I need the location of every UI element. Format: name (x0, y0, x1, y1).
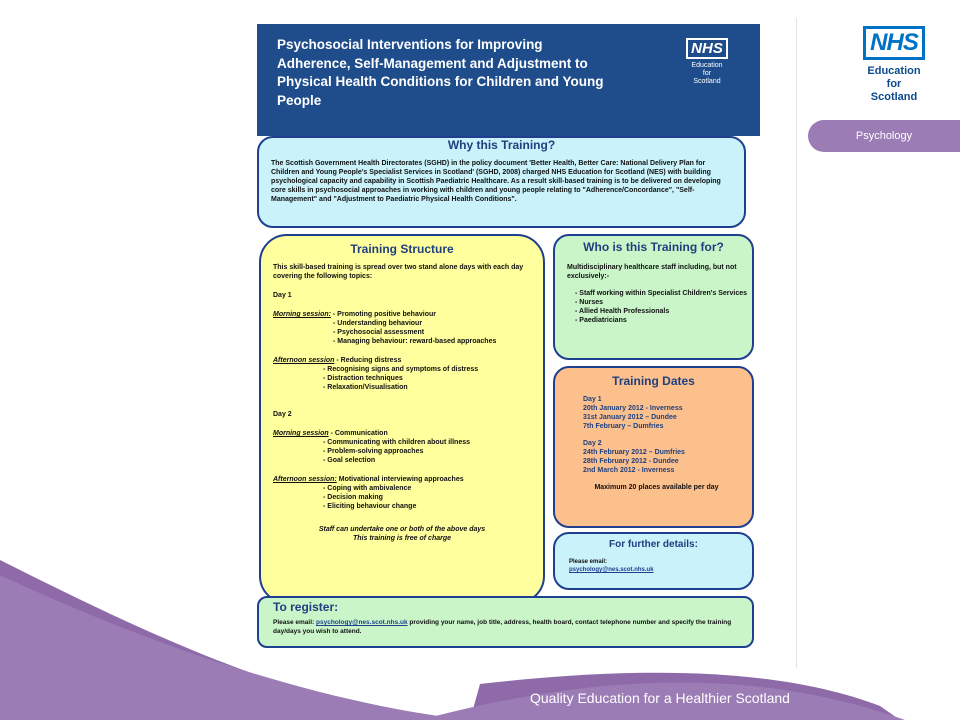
poster-logo-line-1: Education (691, 62, 723, 69)
day1-title: Day 1 (273, 292, 292, 299)
who-intro: Multidisciplinary healthcare staff including, but not exclusively:- (567, 264, 737, 280)
closing-line-2: This training is free of charge (352, 535, 452, 542)
structure-intro: This skill-based training is spread over two stand alone days with each day covering the following topics: (273, 264, 524, 280)
further-details-box (553, 532, 754, 590)
logo-line-3: Scotland (870, 91, 918, 103)
register-prefix: Please email: (273, 619, 316, 626)
date-line: 20th January 2012 - Inverness (583, 405, 683, 412)
day2-afternoon-list (273, 484, 531, 511)
who-list (555, 289, 752, 325)
list-item: - Managing behaviour: reward-based approaches (333, 338, 497, 345)
list-item: - Eliciting behaviour change (323, 503, 417, 510)
list-item: - Psychosocial assessment (333, 329, 425, 336)
max-places-note: Maximum 20 places available per day (594, 484, 719, 491)
why-training-box (257, 136, 746, 228)
poster-title: Psychosocial Interventions for Improving Adherence, Self-Management and Adjustment to Physical Health Conditions for Children and Young People (277, 37, 604, 108)
day1-afternoon-label: Afternoon session (273, 357, 335, 364)
list-item: - Nurses (575, 299, 604, 306)
date-line: 2nd March 2012 - Inverness (583, 467, 675, 474)
list-item: - Distraction techniques (323, 375, 403, 382)
day2-morning-list (273, 438, 531, 465)
nhs-education-logo (856, 26, 932, 104)
list-item: - Goal selection (323, 457, 376, 464)
who-training-box (553, 234, 754, 360)
nhs-logo-mark: NHS (863, 26, 925, 60)
day2-morning-label: Morning session (273, 430, 329, 437)
poster-logo-mark: NHS (686, 38, 728, 59)
poster-nhs-logo (677, 38, 737, 86)
details-heading: For further details: (609, 539, 698, 550)
list-item: - Allied Health Professionals (575, 308, 670, 315)
register-heading: To register: (273, 600, 339, 614)
who-heading: Who is this Training for? (583, 240, 724, 254)
logo-line-2: for (886, 78, 902, 90)
register-suffix: providing your name, job title, address, health board, contact telephone number and specify the training day/days you wish to attend. (273, 619, 732, 635)
training-dates-box (553, 366, 754, 528)
structure-heading: Training Structure (350, 242, 454, 256)
psychology-tab: Psychology (808, 120, 960, 152)
day1-afternoon-title: - Reducing distress (334, 357, 402, 364)
poster-logo-line-2: for (702, 70, 712, 77)
dates-day2-title: Day 2 (583, 440, 602, 447)
list-item: - Recognising signs and symptoms of distress (323, 366, 479, 373)
why-text: The Scottish Government Health Directorates (SGHD) in the policy document 'Better Health, Better Care: National Delivery Plan for Children and Young People's Specialist Services in Scotland' (SGHD, 2008) charged NHS Education for Scotland (NES) with building psychological capacity and capability in Scottish Paediatric Healthcare. As a result skill-based training is to be delivered on developing core skills in psychosocial approaches in working with children and young people relating to "Adherence/Concordance", "Self-Management" and "Adjustment to Paediatric Physical Health Conditions". (271, 160, 721, 203)
poster-header (257, 24, 760, 136)
training-structure-box (259, 234, 545, 604)
day2-afternoon-label: Afternoon session: (273, 476, 337, 483)
footer-tagline: Quality Education for a Healthier Scotland (530, 690, 790, 706)
day2-morning-title: - Communication (328, 430, 388, 437)
why-heading: Why this Training? (447, 138, 556, 152)
dates-heading: Training Dates (612, 374, 695, 388)
poster-logo-line-3: Scotland (693, 78, 721, 85)
register-email-link[interactable]: psychology@nes.scot.nhs.uk (316, 619, 408, 626)
date-line: 24th February 2012 – Dumfries (583, 449, 685, 456)
list-item: - Coping with ambivalence (323, 485, 412, 492)
date-line: 31st January 2012 – Dundee (583, 414, 677, 421)
list-item: - Relaxation/Visualisation (323, 384, 408, 391)
training-poster (257, 24, 760, 648)
day1-morning-title: - Promoting positive behaviour (330, 311, 436, 318)
list-item: - Paediatricians (575, 317, 627, 324)
list-item: - Communicating with children about illness (323, 439, 471, 446)
date-line: 7th February – Dumfries (583, 423, 664, 430)
details-email-link[interactable]: psychology@nes.scot.nhs.uk (569, 567, 654, 573)
list-item: - Problem-solving approaches (323, 448, 424, 455)
day1-morning-label: Morning session: (273, 311, 331, 318)
vertical-divider (796, 18, 797, 668)
dates-day1-title: Day 1 (583, 396, 602, 403)
closing-line-1: Staff can undertake one or both of the above days (318, 526, 486, 533)
day1-afternoon-list (273, 365, 531, 392)
list-item: - Understanding behaviour (333, 320, 423, 327)
list-item: - Staff working within Specialist Children's Services (575, 290, 748, 297)
day2-title: Day 2 (273, 411, 292, 418)
list-item: - Decision making (323, 494, 383, 501)
logo-line-1: Education (867, 65, 921, 77)
day2-afternoon-title: Motivational interviewing approaches (336, 476, 464, 483)
day1-morning-list (273, 319, 531, 346)
register-box (257, 596, 754, 648)
date-line: 28th February 2012 - Dundee (583, 458, 679, 465)
details-label: Please email: (569, 559, 608, 565)
